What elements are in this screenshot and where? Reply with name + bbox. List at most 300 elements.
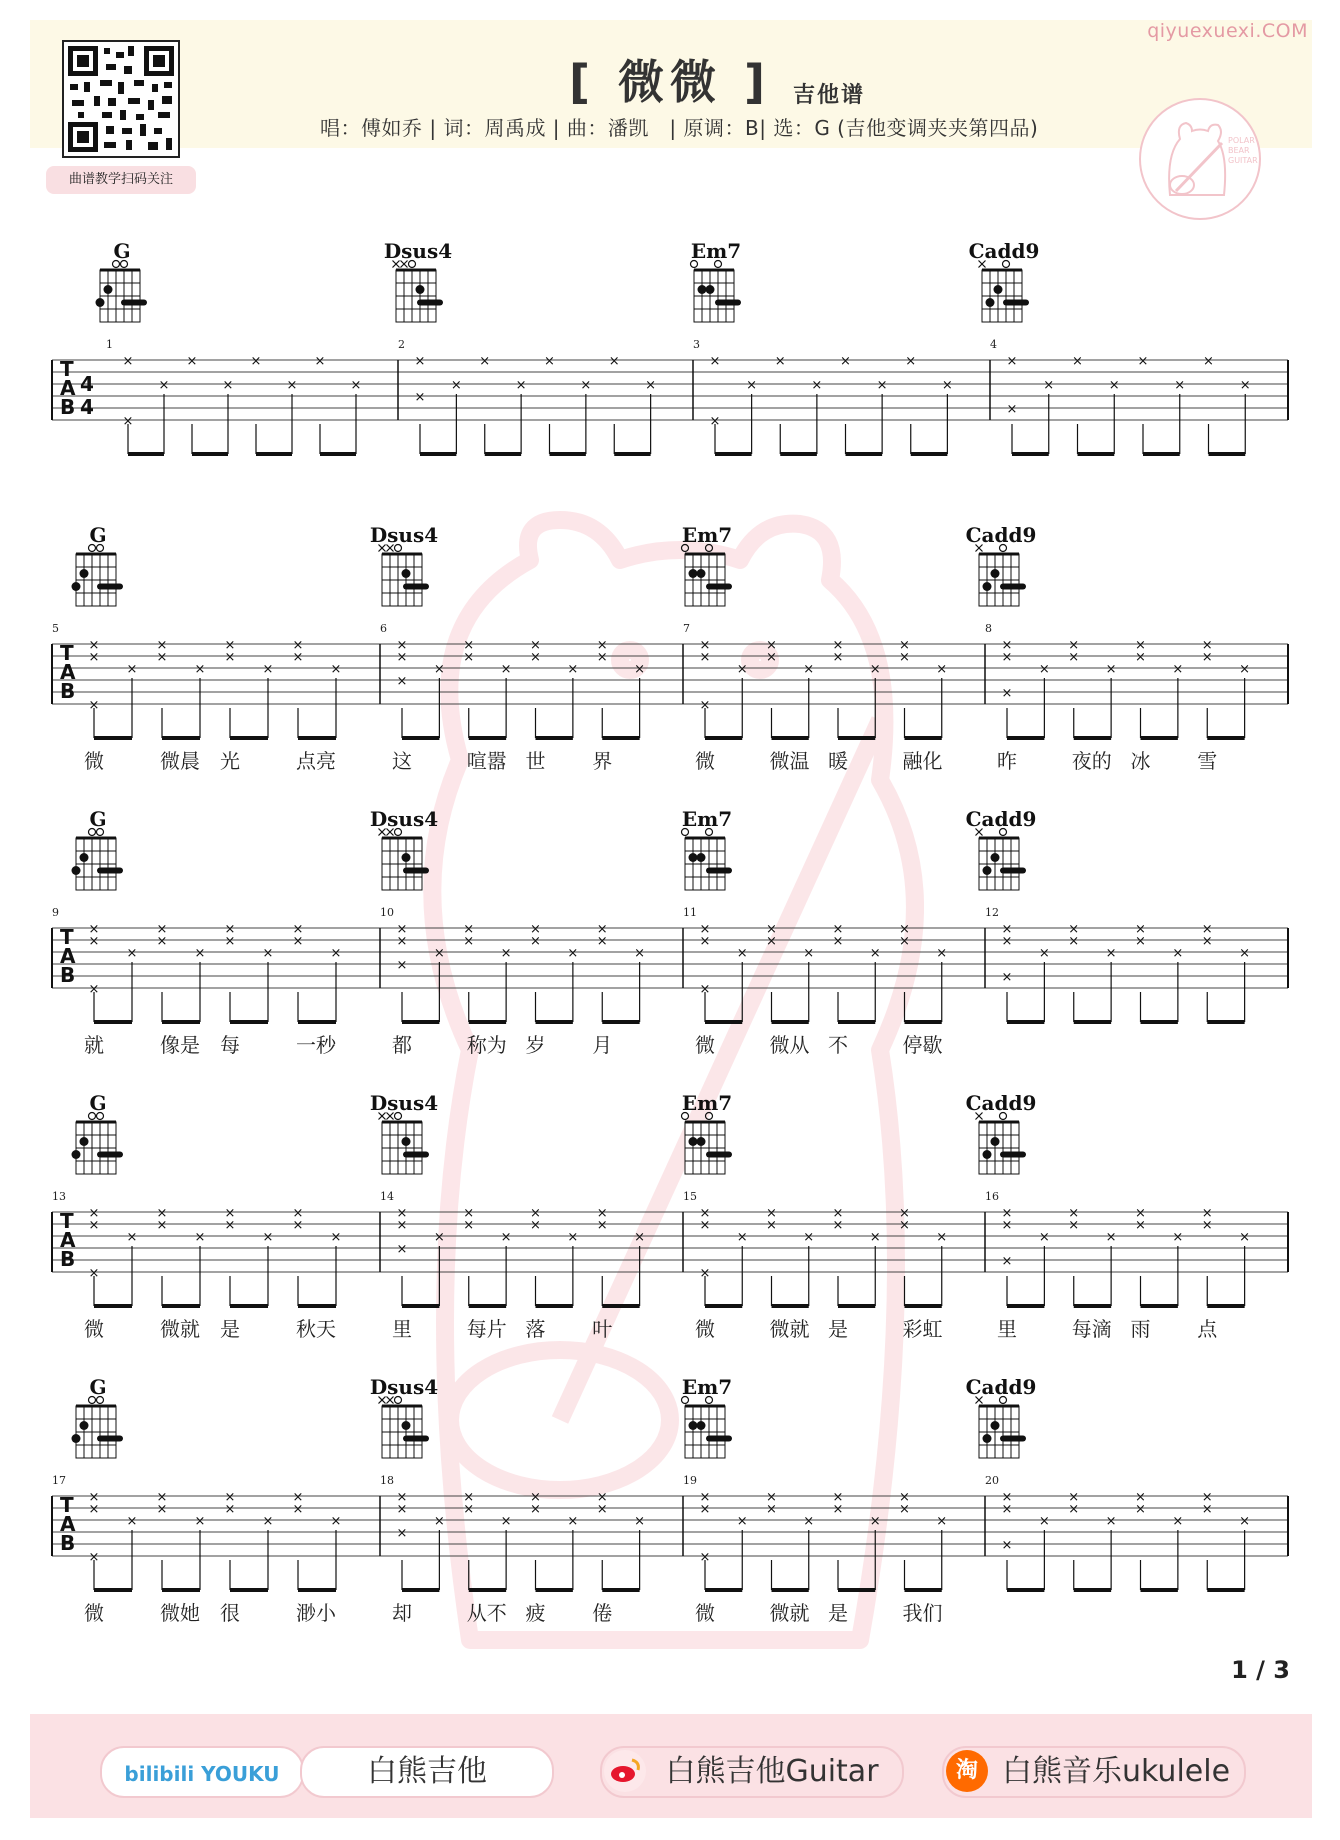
chord-name: Dsus4 [369,1375,439,1399]
finger-dot [416,285,425,294]
tab-note: × [1001,1502,1013,1517]
tab-clef-letter: A [60,1228,76,1252]
tab-clef-letter: A [60,660,76,684]
tab-note: × [936,1230,948,1245]
finger-barre [403,1436,429,1442]
measure-number: 4 [990,338,997,351]
measure-number: 14 [380,1190,394,1203]
chord-name: Cadd9 [968,239,1040,263]
tab-note: × [1001,1206,1013,1221]
chord-diagram-em7 [691,239,742,322]
song-title: [ 微微 ] [568,55,772,109]
measure-number: 18 [380,1474,394,1487]
finger-dot [689,1421,698,1430]
tab-note: × [634,1514,646,1529]
time-sig-bottom: 4 [80,395,94,419]
tab-note: × [396,958,408,973]
tab-clef-letter: T [60,1493,74,1517]
tab-note: × [803,1230,815,1245]
tab-clef-letter: B [60,679,76,703]
tab-note: × [530,922,541,937]
tab-note: × [396,638,408,653]
tab-note: × [766,934,777,949]
tab-note: × [350,378,362,393]
tab-note: × [292,638,304,653]
tab-note: × [1135,934,1146,949]
lyric-word: 称为 [466,1033,507,1057]
tab-note: × [330,946,342,961]
tab-clef-letter: T [60,357,74,381]
lyric-word: 渺小 [296,1601,336,1625]
lyric-word: 微晨 [160,749,200,773]
chord-name: G [89,1375,107,1399]
tab-note: × [1068,1218,1080,1233]
tab-row [52,1474,1288,1625]
tab-note: × [1105,1514,1117,1529]
tab-note: × [515,378,527,393]
finger-dot [689,853,698,862]
tab-clef-letter: B [60,1531,76,1555]
lyric-word: 月 [592,1033,613,1057]
tab-note: × [414,390,426,405]
tab-note: × [1043,378,1055,393]
tab-note: × [1001,650,1013,665]
finger-barre [97,584,123,590]
tab-note: × [224,922,236,937]
finger-barre [706,868,732,874]
pill-bear-music-taobao[interactable] [942,1746,1246,1798]
tab-note: × [766,638,777,653]
finger-dot [104,285,113,294]
chord-diagram-em7 [682,1091,733,1174]
tab-note: × [1068,638,1080,653]
tab-note: × [1239,1514,1251,1529]
tab-note: × [250,354,262,369]
tab-note: × [899,1502,910,1517]
tab-clef-letter: B [60,395,76,419]
finger-dot [983,866,992,875]
tab-note: × [736,662,748,677]
tab-note: × [1038,1230,1050,1245]
tab-note: × [1068,1502,1080,1517]
finger-dot [698,285,707,294]
tab-note: × [774,354,786,369]
tab-note: × [396,650,408,665]
logo-text-2: BEAR [1228,146,1250,155]
tab-note: × [450,378,462,393]
lyric-word: 是 [220,1317,240,1341]
tab-note: × [292,1206,304,1221]
tab-note: × [156,1218,168,1233]
lyric-word: 微 [84,1601,104,1625]
tab-note: × [126,1230,138,1245]
tab-note: × [194,946,206,961]
finger-barre [715,300,741,306]
chord-name: G [89,1091,107,1115]
tab-note: × [1201,1206,1213,1221]
lyric-word: 里 [392,1317,412,1341]
chord-name: Dsus4 [369,1091,439,1115]
chord-diagram-dsus4 [370,523,438,606]
tab-note: × [500,1514,512,1529]
chord-name: Dsus4 [383,239,453,263]
tab-note: × [699,982,711,997]
finger-dot [72,1150,81,1159]
song-subtitle: 吉他谱 [793,83,866,108]
platform-label: bilibili YOUKU [124,1762,280,1786]
chord-name: Em7 [690,239,742,263]
tab-note: × [433,946,445,961]
finger-barre [403,584,429,590]
lyric-word: 微就 [769,1317,810,1341]
chord-name: Cadd9 [965,523,1037,547]
measure-number: 7 [683,622,690,635]
taobao-icon[interactable]: 淘 [946,1750,988,1792]
tab-note: × [463,1218,475,1233]
tab-note: × [463,650,475,665]
tab-note: × [463,638,475,653]
tab-note: × [1239,378,1251,393]
tab-note: × [596,922,608,937]
tab-note: × [262,662,274,677]
measure-number: 17 [52,1474,66,1487]
tab-note: × [736,946,748,961]
tab-note: × [158,378,170,393]
chord-name: Dsus4 [369,807,439,831]
lyric-word: 微就 [160,1317,200,1341]
chord-name: Em7 [681,1091,733,1115]
tab-clef-letter: A [60,944,76,968]
tab-clef-letter: T [60,925,74,949]
tab-note: × [126,1514,138,1529]
lyric-word: 里 [997,1317,1017,1341]
qr-caption: 曲谱教学扫码关注 [46,166,196,194]
page-number: 1 / 3 [1231,1656,1290,1684]
tab-note: × [899,638,910,653]
chord-diagram-cadd9 [966,807,1037,890]
tab-note: × [530,1490,541,1505]
tab-note: × [463,922,475,937]
logo-text-3: GUITAR [1228,156,1258,165]
tab-note: × [1172,662,1184,677]
tab-note: × [766,922,777,937]
tab-row [52,1190,1288,1341]
tab-note: × [567,1230,579,1245]
finger-barre [403,868,429,874]
tab-note: × [899,1490,910,1505]
tab-note: × [832,638,844,653]
tab-note: × [936,946,948,961]
tab-note: × [699,1550,711,1565]
tab-note: × [840,354,851,369]
tab-note: × [596,1218,608,1233]
finger-dot [72,582,81,591]
tab-note: × [1006,354,1018,369]
lyric-word: 疲 [525,1601,546,1625]
chord-name: G [113,239,131,263]
finger-dot [983,1150,992,1159]
measure-number: 10 [380,906,394,919]
lyric-word: 点 [1197,1317,1218,1341]
site-watermark[interactable]: qiyuexuexi.COM [1147,20,1308,42]
tab-note: × [330,1514,342,1529]
lyric-word: 雨 [1130,1317,1151,1341]
lyric-word: 却 [392,1601,412,1625]
tab-note: × [224,650,236,665]
tab-note: × [699,1218,711,1233]
tab-note: × [330,1230,342,1245]
tab-note: × [224,1502,236,1517]
finger-dot [80,1137,89,1146]
tab-note: × [596,934,608,949]
measure-number: 5 [52,622,59,635]
tab-note: × [224,1206,236,1221]
tab-note: × [736,1230,748,1245]
tab-note: × [262,1514,274,1529]
tab-note: × [766,650,777,665]
tab-note: × [580,378,592,393]
tab-note: × [530,1206,541,1221]
measure-number: 13 [52,1190,66,1203]
tab-note: × [1239,1230,1251,1245]
tab-note: × [262,946,274,961]
finger-dot [80,853,89,862]
tab-note: × [156,934,168,949]
tab-note: × [803,1514,815,1529]
chord-diagram-cadd9 [969,239,1040,322]
tab-note: × [596,1490,608,1505]
tab-note: × [1001,686,1013,701]
tab-note: × [1172,946,1184,961]
platform-logos[interactable] [100,1746,304,1798]
tab-note: × [1201,922,1213,937]
tab-note: × [194,1230,206,1245]
tab-note: × [1001,1254,1013,1269]
finger-dot [402,569,411,578]
tab-note: × [1201,1218,1213,1233]
tab-note: × [414,354,426,369]
finger-dot [991,1421,1000,1430]
tab-note: × [224,934,236,949]
finger-dot [402,1137,411,1146]
tab-note: × [1135,922,1146,937]
tab-note: × [1038,1514,1050,1529]
finger-dot [72,866,81,875]
lyric-word: 是 [828,1317,848,1341]
tab-note: × [709,354,721,369]
tab-note: × [286,378,298,393]
tab-note: × [1201,934,1213,949]
tab-clef-letter: A [60,376,76,400]
tab-note: × [1135,1502,1146,1517]
tab-note: × [224,1490,236,1505]
tab-note: × [899,1218,910,1233]
pill-bear-guitar-weibo[interactable] [600,1746,904,1798]
tab-note: × [88,638,100,653]
chord-name: Em7 [681,807,733,831]
tab-note: × [1068,1206,1080,1221]
tab-note: × [479,354,491,369]
chord-diagram-g [72,1091,124,1174]
lyric-word: 微 [695,1601,715,1625]
tab-note: × [832,1490,844,1505]
tab-note: × [530,1502,541,1517]
chord-diagram-dsus4 [370,1375,438,1458]
tab-note: × [1001,922,1013,937]
chord-diagram-dsus4 [370,1091,438,1174]
finger-barre [1000,868,1026,874]
tab-note: × [530,650,541,665]
tab-note: × [746,378,758,393]
tab-note: × [596,1206,608,1221]
tab-note: × [88,650,100,665]
tab-note: × [433,1230,445,1245]
tab-note: × [396,1218,408,1233]
tab-note: × [1174,378,1186,393]
tab-note: × [766,1502,777,1517]
chord-name: Cadd9 [965,807,1037,831]
tab-note: × [88,1490,100,1505]
finger-dot [697,569,706,578]
tab-note: × [292,922,304,937]
tab-note: × [1105,946,1117,961]
chord-name: Cadd9 [965,1091,1037,1115]
tab-note: × [1137,354,1149,369]
lyric-word: 岁 [525,1033,546,1057]
tab-note: × [709,414,721,429]
tab-note: × [292,1218,304,1233]
tab-note: × [832,922,844,937]
lyric-word: 倦 [592,1601,613,1625]
tab-note: × [905,354,917,369]
lyric-word: 界 [592,749,613,773]
tab-clef-letter: B [60,963,76,987]
tab-note: × [1105,662,1117,677]
tab-note: × [156,650,168,665]
tab-note: × [832,650,844,665]
lyric-word: 停歇 [902,1033,943,1057]
lyric-word: 微 [695,749,715,773]
lyric-word: 秋天 [296,1317,336,1341]
tab-note: × [766,1206,777,1221]
lyric-word: 是 [828,1601,848,1625]
tab-note: × [936,662,948,677]
tab-note: × [869,1230,881,1245]
pill-bear-guitar[interactable]: 白熊吉他 [300,1746,554,1798]
tab-note: × [396,1206,408,1221]
finger-barre [1000,1152,1026,1158]
finger-barre [97,1436,123,1442]
chord-name: Cadd9 [965,1375,1037,1399]
tab-note: × [567,946,579,961]
chord-name: G [89,807,107,831]
tab-note: × [1203,354,1214,369]
lyric-word: 这 [392,749,412,773]
finger-dot [402,853,411,862]
tab-clef-letter: T [60,1209,74,1233]
lyric-word: 雪 [1197,749,1218,773]
tab-clef-letter: T [60,641,74,665]
tab-row [52,906,1288,1057]
tab-note: × [1001,934,1013,949]
measure-number: 3 [693,338,700,351]
chord-name: G [89,523,107,547]
tab-note: × [869,662,881,677]
finger-dot [697,1421,706,1430]
tab-note: × [88,1206,100,1221]
tab-note: × [1239,946,1251,961]
finger-barre [403,1152,429,1158]
tab-note: × [1108,378,1120,393]
logo-text-1: POLAR [1228,136,1255,145]
measure-number: 1 [106,338,113,351]
finger-barre [706,1436,732,1442]
tab-note: × [530,638,541,653]
tab-note: × [699,922,711,937]
tab-note: × [699,1266,711,1281]
tab-note: × [699,934,711,949]
lyric-word: 融化 [902,749,943,773]
tab-note: × [899,650,910,665]
lyric-word: 每 [220,1033,240,1057]
tab-note: × [88,922,100,937]
tab-note: × [224,1218,236,1233]
tab-row [52,622,1288,773]
tab-note: × [1135,1218,1146,1233]
finger-dot [994,285,1003,294]
tab-note: × [1072,354,1083,369]
tab-note: × [832,1206,844,1221]
tab-note: × [1135,650,1146,665]
tab-note: × [126,662,138,677]
tab-note: × [899,1206,910,1221]
tab-note: × [1001,638,1013,653]
chord-diagram-g [96,239,148,322]
tab-note: × [156,1206,168,1221]
lyric-word: 微 [695,1317,715,1341]
finger-dot [706,285,715,294]
tab-note: × [699,1206,711,1221]
tab-note: × [1239,662,1251,677]
tab-note: × [88,1218,100,1233]
tab-note: × [292,934,304,949]
lyric-word: 冰 [1130,749,1151,773]
lyric-word: 很 [220,1601,240,1625]
finger-dot [402,1421,411,1430]
finger-barre [1003,300,1029,306]
lyric-word: 喧嚣 [466,749,507,773]
lyric-word: 像是 [160,1033,200,1057]
tab-note: × [1001,1218,1013,1233]
tab-note: × [156,1490,168,1505]
tab-note: × [433,1514,445,1529]
song-credits: 唱：傅如乔 | 词：周禹成 | 曲：潘凯 | 原调：B| 选：G (吉他变调夹夹第四品) [320,116,1039,140]
tab-note: × [596,638,608,653]
lyric-word: 彩虹 [902,1317,943,1341]
lyric-word: 世 [525,749,546,773]
measure-number: 19 [683,1474,697,1487]
tab-note: × [396,1502,408,1517]
tab-note: × [699,1490,711,1505]
chord-name: Em7 [681,1375,733,1399]
pill2-label: 白熊吉他Guitar [665,1754,879,1789]
tab-note: × [645,378,657,393]
measure-number: 8 [985,622,992,635]
tab-note: × [1105,1230,1117,1245]
tab-note: × [736,1514,748,1529]
tab-note: × [500,946,512,961]
tab-note: × [262,1230,274,1245]
